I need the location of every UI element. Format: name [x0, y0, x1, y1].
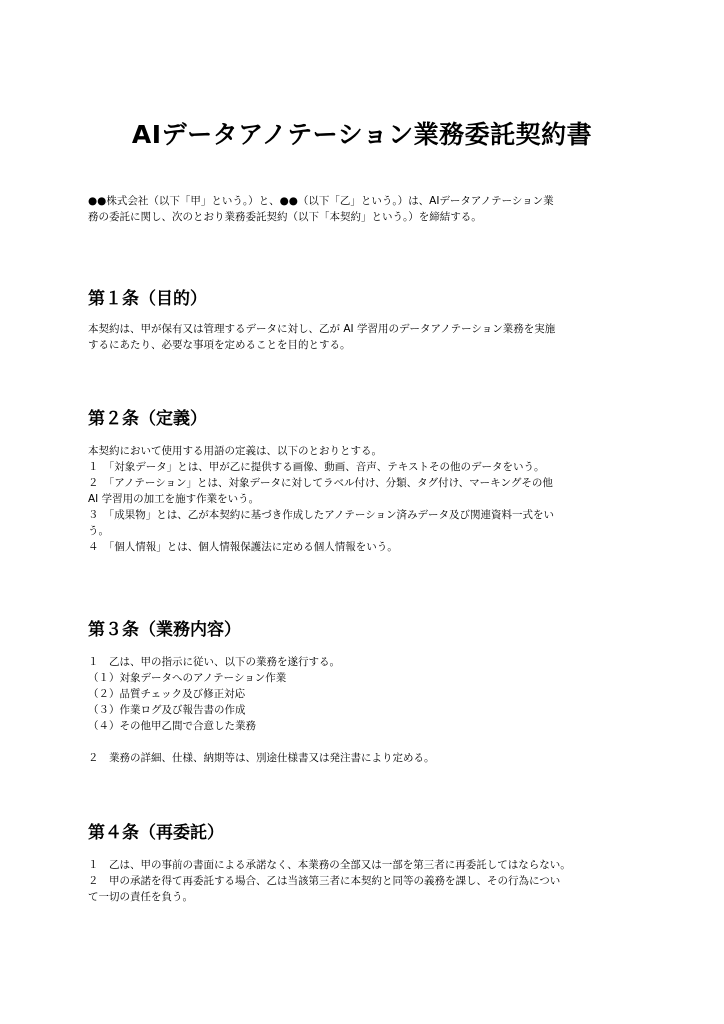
article-line: ２ 業務の詳細、仕様、納期等は、別途仕様書又は発注書により定める。: [88, 752, 435, 764]
article-1-body: [88, 321, 648, 353]
article-4-body: [88, 857, 648, 905]
article-line: （１）対象データへのアノテーション作業: [88, 672, 287, 684]
article-line: AI 学習用の加工を施す作業をいう。: [88, 493, 260, 505]
article-line: ２ 「アノテーション」とは、対象データに対してラベル付け、分類、タグ付け、マーキングその他: [88, 477, 553, 489]
article-2: [88, 406, 648, 432]
preamble: [88, 193, 648, 225]
article-4: [88, 820, 648, 846]
article-3-body: [88, 654, 648, 734]
article-3-extra: [88, 750, 648, 766]
article-line: １ 乙は、甲の事前の書面による承諾なく、本業務の全部又は一部を第三者に再委託してはならない。: [88, 859, 571, 871]
article-line: ４ 「個人情報」とは、個人情報保護法に定める個人情報をいう。: [88, 541, 398, 553]
article-heading: 第３条（業務内容）: [88, 620, 241, 640]
document-title: AIデータアノテーション業務委託契約書: [131, 120, 593, 149]
article-line: う。: [88, 525, 109, 537]
article-line: （３）作業ログ及び報告書の作成: [88, 704, 246, 716]
article-line: 本契約は、甲が保有又は管理するデータに対し、乙が AI 学習用のデータアノテーション業務を実施: [88, 323, 556, 335]
article-line: ３ 「成果物」とは、乙が本契約に基づき作成したアノテーション済みデータ及び関連資料一式をい: [88, 509, 554, 521]
article-heading: 第１条（目的）: [88, 289, 207, 309]
article-line: するにあたり、必要な事項を定めることを目的とする。: [88, 339, 351, 351]
article-line: （２）品質チェック及び修正対応: [88, 688, 246, 700]
article-heading: 第４条（再委託）: [88, 823, 224, 843]
preamble-line: 務の委託に関し、次のとおり業務委託契約（以下「本契約」という。）を締結する。: [88, 211, 482, 223]
article-line: １ 「対象データ」とは、甲が乙に提供する画像、動画、音声、テキストその他のデータをいう。: [88, 461, 545, 473]
article-line: て一切の責任を負う。: [88, 891, 193, 903]
article-heading: 第２条（定義）: [88, 409, 207, 429]
article-line: （４）その他甲乙間で合意した業務: [88, 720, 256, 732]
preamble-line: ●●株式会社（以下「甲」という。）と、●●（以下「乙」という。）は、AIデータアノテーション業: [88, 195, 554, 207]
article-line: ２ 甲の承諾を得て再委託する場合、乙は当該第三者に本契約と同等の義務を課し、その行為につい: [88, 875, 561, 887]
article-3: [88, 617, 648, 643]
article-1: [88, 286, 648, 312]
article-line: １ 乙は、甲の指示に従い、以下の業務を遂行する。: [88, 656, 340, 668]
article-2-body: [88, 443, 648, 555]
article-line: 本契約において使用する用語の定義は、以下のとおりとする。: [88, 445, 382, 457]
